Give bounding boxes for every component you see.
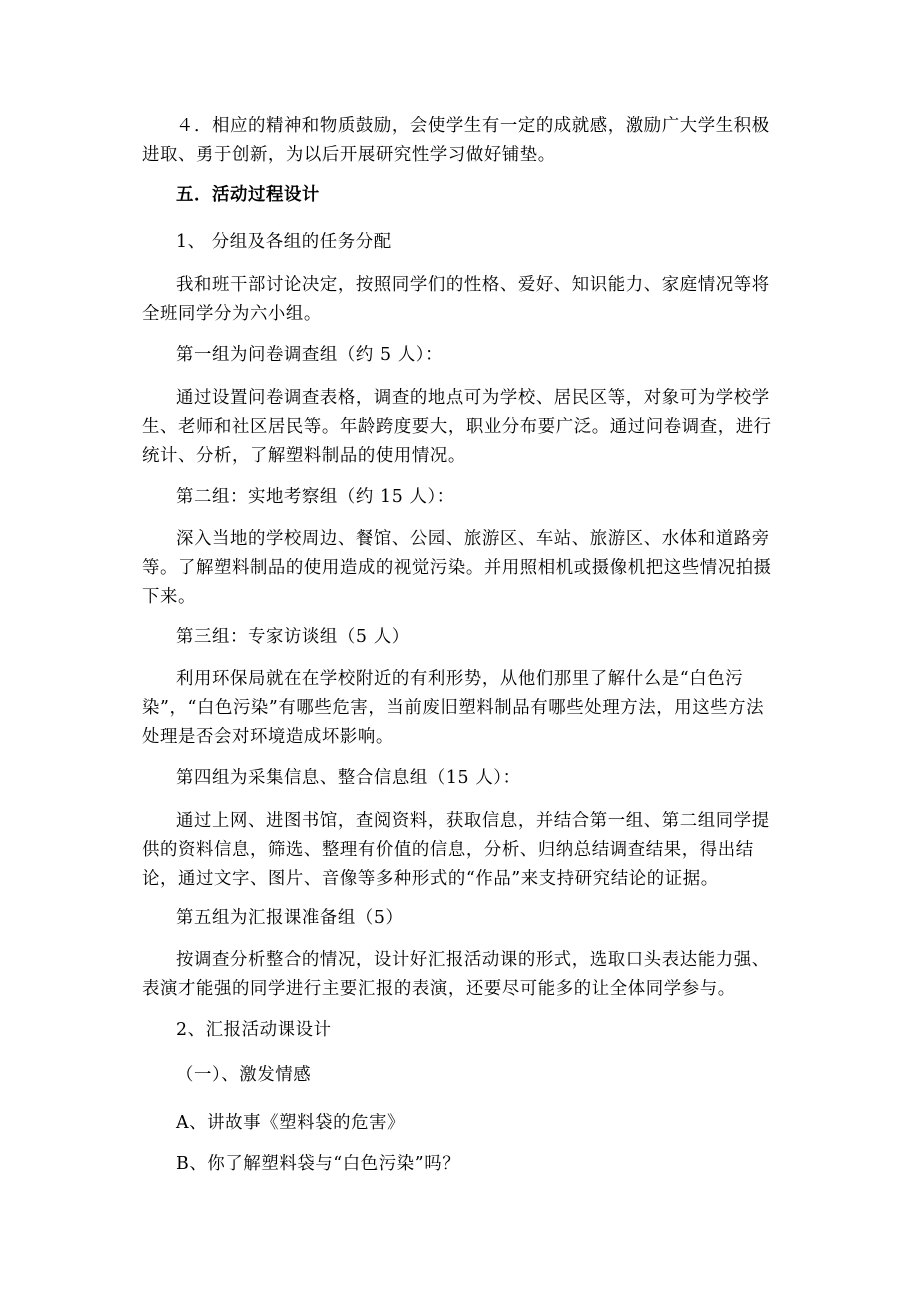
paragraph-item-4: ４．相应的精神和物质鼓励，会使学生有一定的成就感，激励广大学生积极进取、勇于创新，为以后开展研究性学习做好铺垫。	[142, 116, 770, 165]
part-1-heading: （一）、激发情感	[176, 1065, 312, 1085]
section-heading-5: 五．活动过程设计	[176, 185, 320, 205]
group-1-description: 通过设置问卷调查表格，调查的地点可为学校、居民区等，对象可为学校学生、老师和社区居民等。年龄跨度要大，职业分布要广泛。通过问卷调查，进行统计、分析，了解塑料制品的使用情况。	[142, 388, 772, 466]
group-5-description: 按调查分析整合的情况，设计好汇报活动课的形式，选取口头表达能力强、表演才能强的同学进行主要汇报的表演，还要尽可能多的让全体同学参与。	[142, 950, 770, 999]
group-5-title: 第五组为汇报课准备组（5）	[176, 908, 404, 928]
group-2-title: 第二组：实地考察组（约 15 人）：	[176, 487, 455, 507]
paragraph-grouping: 我和班干部讨论决定，按照同学们的性格、爱好、知识能力、家庭情况等将全班同学分为六小组。	[142, 275, 770, 324]
subheading-report-class: 2、汇报活动课设计	[176, 1020, 332, 1040]
group-1-title: 第一组为问卷调查组（约 5 人）：	[176, 345, 444, 365]
group-2-description: 深入当地的学校周边、餐馆、公园、旅游区、车站、旅游区、水体和道路旁等。了解塑料制品的使用造成的视觉污染。并用照相机或摄像机把这些情况拍摄下来。	[142, 529, 772, 607]
list-item-b: B、你了解塑料袋与“白色污染”吗？	[176, 1154, 461, 1174]
subheading-grouping: 1、 分组及各组的任务分配	[176, 232, 392, 252]
group-4-description: 通过上网、进图书馆，查阅资料，获取信息，并结合第一组、第二组同学提供的资料信息，筛选、整理有价值的信息，分析、归纳总结调查结果，得出结论，通过文字、图片、音像等多种形式的“作品”来支持研究结论的证据。	[142, 811, 770, 889]
list-item-a: A、讲故事《塑料袋的危害》	[176, 1113, 406, 1133]
group-3-description: 利用环保局就在在学校附近的有利形势，从他们那里了解什么是“白色污染”，“白色污染”有哪些危害，当前废旧塑料制品有哪些处理方法，用这些方法处理是否会对环境造成坏影响。	[142, 669, 765, 747]
group-3-title: 第三组：专家访谈组（5 人）	[176, 627, 410, 647]
group-4-title: 第四组为采集信息、整合信息组（15 人）：	[176, 768, 521, 788]
